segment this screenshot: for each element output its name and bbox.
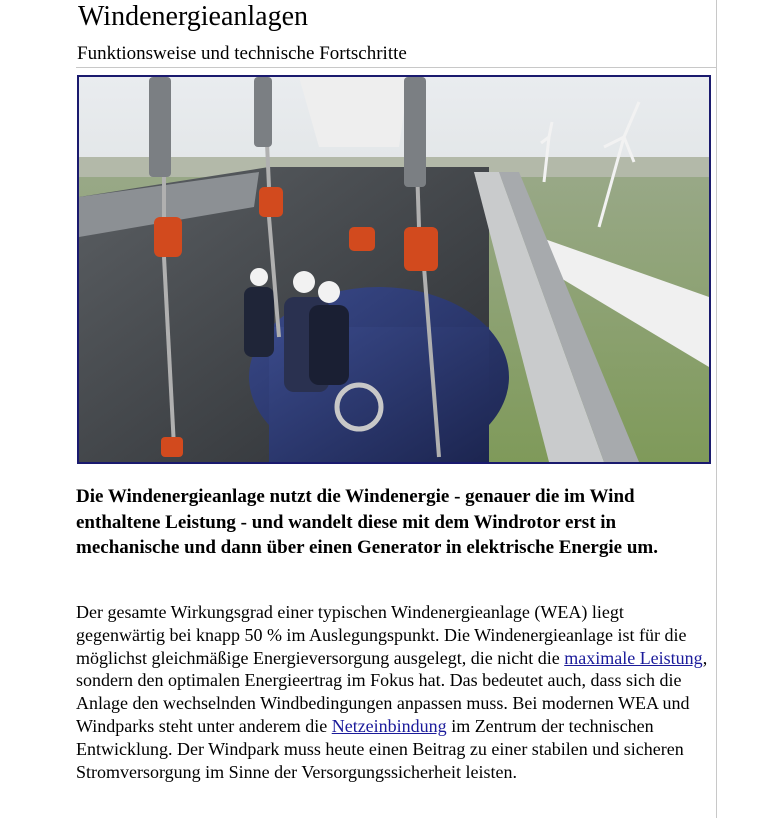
page-title: Windenergieanlagen — [78, 1, 309, 32]
article-column — [75, 0, 717, 818]
body-text-part-1: Der gesamte Wirkungsgrad einer typischen Windenergieanlage (WEA) liegt gegenwärtig bei knapp 50 % im Auslegungspunkt. Die Windenergieanlage ist für die möglichst gleichmäßige Energieversorgung ausgelegt, die nicht die — [76, 602, 687, 668]
body-text-part-2: , sondern den optimalen Energieertrag im Fokus hat. Das bedeutet auch, dass sich die Anlage den wechselnden Windbedingungen anpassen muss. Bei modernen WEA und Windparks steht unter anderem die — [76, 647, 708, 736]
wind-turbine-nacelle-photo — [77, 75, 711, 464]
title-divider — [76, 67, 717, 68]
link-maximale-leistung[interactable]: maximale Leistung — [564, 647, 703, 668]
body-paragraph — [76, 601, 716, 783]
body-text-part-3: im Zentrum der technischen Entwicklung. Der Windpark muss heute einen Beitrag zu einer stabilen und sicheren Stromversorgung im Sinne der Versorgungssicherheit leisten. — [76, 715, 684, 782]
lead-paragraph: Die Windenergieanlage nutzt die Windenergie - genauer die im Wind enthaltene Leistung - und wandelt diese mit dem Windrotor erst in mechanische und dann über einen Generator in elektrische Energie um. — [76, 486, 658, 558]
link-netzeinbindung[interactable]: Netzeinbindung — [331, 715, 447, 736]
page-subtitle: Funktionsweise und technische Fortschritte — [77, 43, 407, 64]
